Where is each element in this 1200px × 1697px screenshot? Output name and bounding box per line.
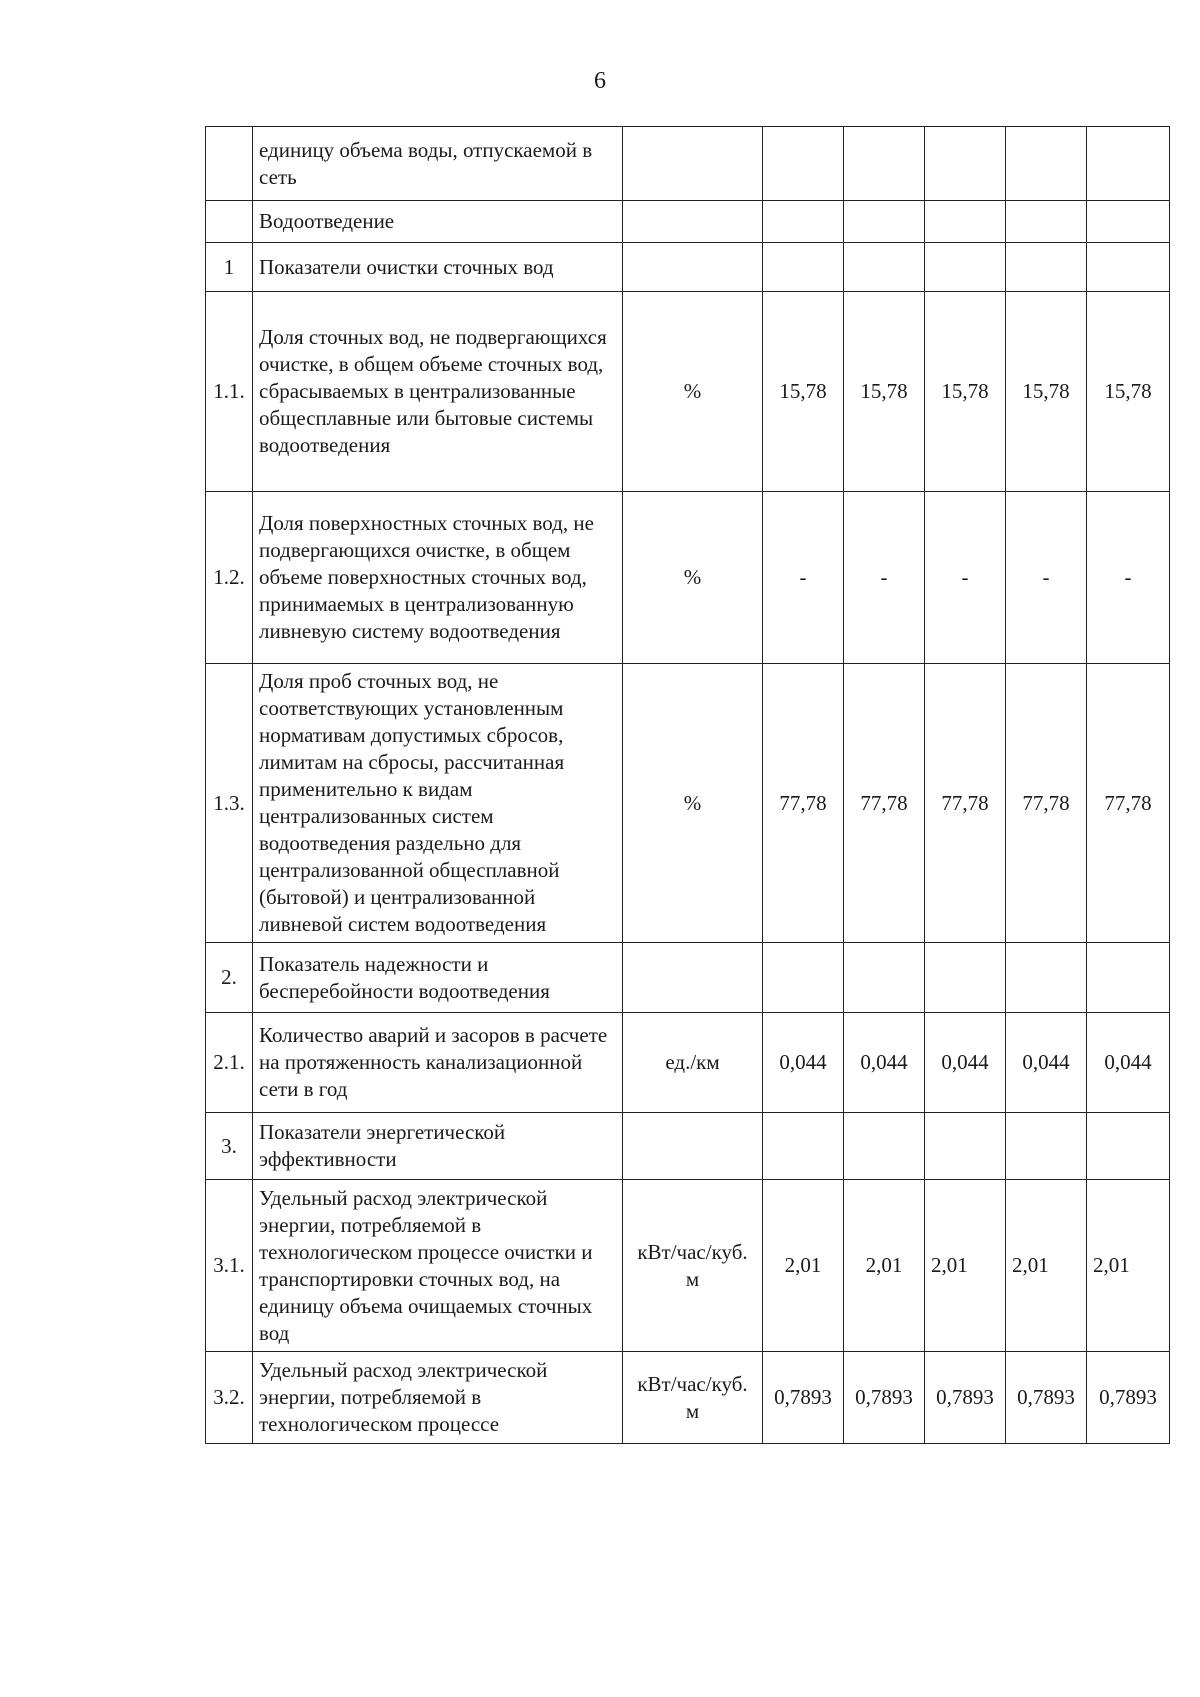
value-cell-year-2 (844, 201, 925, 243)
row-number: 3.1. (206, 1180, 253, 1352)
indicator-name: Доля проб сточных вод, не соответствующих установленным нормативам допустимых сбросов, лимитам на сбросы, рассчитанная применительно к видам централизованных систем водоотведения раздельно для централизованной общесплавной (бытовой) и централизованной ливневой систем водоотведения (253, 664, 623, 943)
unit-cell: % (623, 664, 763, 943)
unit-cell: кВт/час/куб. м (623, 1352, 763, 1444)
value-cell-year-5 (1087, 201, 1170, 243)
value-cell-year-1 (763, 943, 844, 1013)
value-cell-year-2 (844, 943, 925, 1013)
indicator-name: Показатели очистки сточных вод (253, 243, 623, 292)
value-cell-year-3 (925, 243, 1006, 292)
unit-cell (623, 127, 763, 201)
table-row (206, 492, 1170, 664)
row-number: 1.1. (206, 292, 253, 492)
value-cell-year-1: 2,01 (763, 1180, 844, 1352)
value-cell-year-4: 77,78 (1006, 664, 1087, 943)
unit-cell: кВт/час/куб. м (623, 1180, 763, 1352)
value-cell-year-3: 2,01 (925, 1180, 1006, 1352)
value-cell-year-2: 15,78 (844, 292, 925, 492)
table-row (206, 1013, 1170, 1113)
unit-cell: % (623, 292, 763, 492)
value-cell-year-1: 0,044 (763, 1013, 844, 1113)
value-cell-year-3 (925, 943, 1006, 1013)
value-cell-year-1 (763, 1113, 844, 1180)
value-cell-year-5: 15,78 (1087, 292, 1170, 492)
value-cell-year-3 (925, 201, 1006, 243)
table-row (206, 943, 1170, 1013)
value-cell-year-4 (1006, 127, 1087, 201)
indicators-table (205, 126, 1170, 1444)
value-cell-year-3: 0,044 (925, 1013, 1006, 1113)
value-cell-year-2: 0,044 (844, 1013, 925, 1113)
value-cell-year-4: 15,78 (1006, 292, 1087, 492)
row-number (206, 127, 253, 201)
value-cell-year-2 (844, 243, 925, 292)
value-cell-year-3: 0,7893 (925, 1352, 1006, 1444)
unit-cell (623, 943, 763, 1013)
value-cell-year-1: 77,78 (763, 664, 844, 943)
indicator-name: Доля сточных вод, не подвергающихся очистке, в общем объеме сточных вод, сбрасываемых в централизованные общесплавные или бытовые системы водоотведения (253, 292, 623, 492)
value-cell-year-3: 15,78 (925, 292, 1006, 492)
table-body (206, 127, 1170, 1444)
row-number: 3. (206, 1113, 253, 1180)
table-row (206, 201, 1170, 243)
row-number: 3.2. (206, 1352, 253, 1444)
indicator-name: Показатель надежности и бесперебойности водоотведения (253, 943, 623, 1013)
value-cell-year-1: 15,78 (763, 292, 844, 492)
indicator-name: Доля поверхностных сточных вод, не подвергающихся очистке, в общем объеме поверхностных сточных вод, принимаемых в централизованную ливневую систему водоотведения (253, 492, 623, 664)
value-cell-year-4 (1006, 243, 1087, 292)
value-cell-year-3 (925, 127, 1006, 201)
indicator-name: Удельный расход электрической энергии, потребляемой в технологическом процессе очистки и транспортировки сточных вод, на единицу объема очищаемых сточных вод (253, 1180, 623, 1352)
value-cell-year-4 (1006, 943, 1087, 1013)
value-cell-year-5 (1087, 943, 1170, 1013)
value-cell-year-4: 0,7893 (1006, 1352, 1087, 1444)
value-cell-year-5: - (1087, 492, 1170, 664)
unit-cell: ед./км (623, 1013, 763, 1113)
value-cell-year-5 (1087, 243, 1170, 292)
page-number: 6 (594, 68, 606, 94)
value-cell-year-2: - (844, 492, 925, 664)
value-cell-year-2: 2,01 (844, 1180, 925, 1352)
value-cell-year-2 (844, 127, 925, 201)
value-cell-year-1 (763, 243, 844, 292)
indicator-name: Удельный расход электрической энергии, потребляемой в технологическом процессе (253, 1352, 623, 1444)
value-cell-year-3: - (925, 492, 1006, 664)
value-cell-year-4: 2,01 (1006, 1180, 1087, 1352)
value-cell-year-3: 77,78 (925, 664, 1006, 943)
indicator-name: Показатели энергетической эффективности (253, 1113, 623, 1180)
row-number: 1.3. (206, 664, 253, 943)
value-cell-year-2: 77,78 (844, 664, 925, 943)
value-cell-year-5: 2,01 (1087, 1180, 1170, 1352)
unit-cell (623, 243, 763, 292)
table-row (206, 1113, 1170, 1180)
value-cell-year-2 (844, 1113, 925, 1180)
value-cell-year-3 (925, 1113, 1006, 1180)
value-cell-year-1 (763, 201, 844, 243)
indicator-name: Водоотведение (253, 201, 623, 243)
value-cell-year-5: 0,044 (1087, 1013, 1170, 1113)
value-cell-year-1 (763, 127, 844, 201)
indicator-name: Количество аварий и засоров в расчете на протяженность канализационной сети в год (253, 1013, 623, 1113)
indicator-name: единицу объема воды, отпускаемой в сеть (253, 127, 623, 201)
value-cell-year-1: 0,7893 (763, 1352, 844, 1444)
value-cell-year-5: 77,78 (1087, 664, 1170, 943)
row-number: 1.2. (206, 492, 253, 664)
unit-cell (623, 1113, 763, 1180)
table-row (206, 127, 1170, 201)
value-cell-year-5 (1087, 1113, 1170, 1180)
value-cell-year-4 (1006, 1113, 1087, 1180)
value-cell-year-4: - (1006, 492, 1087, 664)
table-row (206, 243, 1170, 292)
value-cell-year-4 (1006, 201, 1087, 243)
row-number: 2.1. (206, 1013, 253, 1113)
row-number (206, 201, 253, 243)
value-cell-year-4: 0,044 (1006, 1013, 1087, 1113)
unit-cell (623, 201, 763, 243)
row-number: 2. (206, 943, 253, 1013)
table-row (206, 1180, 1170, 1352)
row-number: 1 (206, 243, 253, 292)
value-cell-year-5: 0,7893 (1087, 1352, 1170, 1444)
table-row (206, 292, 1170, 492)
table-row (206, 664, 1170, 943)
table-row (206, 1352, 1170, 1444)
unit-cell: % (623, 492, 763, 664)
value-cell-year-2: 0,7893 (844, 1352, 925, 1444)
value-cell-year-1: - (763, 492, 844, 664)
value-cell-year-5 (1087, 127, 1170, 201)
